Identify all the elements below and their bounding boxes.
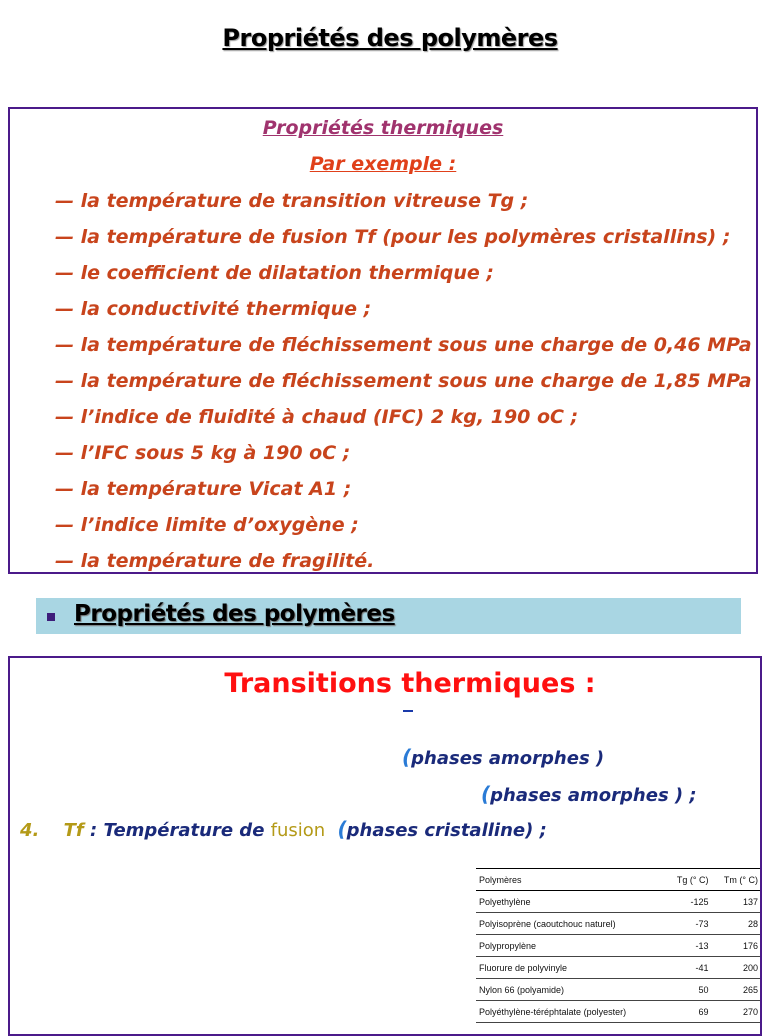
table-cell: -73 — [665, 913, 711, 935]
table-cell: 69 — [665, 1001, 711, 1023]
list-item: — la température de fléchissement sous une charge de 1,85 MPa — [55, 370, 752, 392]
table-cell: 200 — [711, 957, 761, 979]
banner-label: Propriétés des polymères — [74, 601, 395, 627]
transition-line-fusion — [20, 817, 547, 841]
line-symbol: Tf — [63, 820, 84, 841]
table-cell: 28 — [711, 913, 761, 935]
table-header-row — [476, 869, 761, 891]
list-item: — l’IFC sous 5 kg à 190 oC ; — [55, 442, 351, 464]
page-title: Propriétés des polymères — [222, 24, 558, 52]
table-cell: -125 — [665, 891, 711, 913]
table-cell: Polyéthylène-téréphtalate (polyester) — [476, 1001, 665, 1023]
thermal-properties-box — [8, 107, 758, 574]
table-cell: 270 — [711, 1001, 761, 1023]
column-header: Polymères — [476, 869, 665, 891]
thermal-transitions-box — [8, 656, 762, 1036]
table-row — [476, 979, 761, 1001]
list-item: — la température de transition vitreuse Tg ; — [55, 190, 529, 212]
table-row — [476, 913, 761, 935]
table-row — [476, 891, 761, 913]
list-item: — la température de fusion Tf (pour les polymères cristallins) ; — [55, 226, 731, 248]
paren: ( — [481, 782, 491, 806]
transition-line-2 — [481, 782, 697, 806]
table-cell: 137 — [711, 891, 761, 913]
dash-mark — [403, 710, 413, 712]
transition-line-1 — [402, 745, 604, 769]
table-cell: Polypropylène — [476, 935, 665, 957]
line-number: 4. — [20, 820, 40, 841]
column-header: Tm (° C) — [711, 869, 761, 891]
table-cell: Polyethylène — [476, 891, 665, 913]
table-cell: -41 — [665, 957, 711, 979]
table-cell: Polyisoprène (caoutchouc naturel) — [476, 913, 665, 935]
thermal-properties-list — [55, 187, 752, 583]
list-item: — l’indice de fluidité à chaud (IFC) 2 kg, 190 oC ; — [55, 406, 579, 428]
example-label: Par exemple : — [309, 153, 457, 175]
list-item: — l’indice limite d’oxygène ; — [55, 514, 359, 536]
section-banner — [36, 598, 741, 634]
table-row — [476, 935, 761, 957]
list-item: — le coefficient de dilatation thermique ; — [55, 262, 494, 284]
table-cell: -13 — [665, 935, 711, 957]
table-cell: 265 — [711, 979, 761, 1001]
thermal-properties-subtitle: Propriétés thermiques — [262, 117, 504, 139]
table-cell: Fluorure de polyvinyle — [476, 957, 665, 979]
polymer-table — [476, 868, 761, 1023]
table-cell: 176 — [711, 935, 761, 957]
transitions-heading: Transitions thermiques : — [224, 668, 596, 699]
paren: ( — [402, 745, 412, 769]
column-header: Tg (° C) — [665, 869, 711, 891]
table-cell: 50 — [665, 979, 711, 1001]
line-label: : Température de — [83, 820, 271, 841]
list-item: — la température Vicat A1 ; — [55, 478, 352, 500]
line-text: phases cristalline) ; — [346, 820, 547, 841]
bullet-icon — [47, 613, 55, 621]
paren: ( — [337, 817, 347, 841]
line-text: phases amorphes ) ; — [490, 785, 697, 806]
list-item: — la température de fragilité. — [55, 550, 375, 572]
line-keyword: fusion — [270, 820, 326, 841]
table-row — [476, 957, 761, 979]
table-row — [476, 1001, 761, 1023]
line-text: phases amorphes ) — [411, 748, 605, 769]
list-item: — la température de fléchissement sous une charge de 0,46 MPa — [55, 334, 752, 356]
table-cell: Nylon 66 (polyamide) — [476, 979, 665, 1001]
list-item: — la conductivité thermique ; — [55, 298, 372, 320]
